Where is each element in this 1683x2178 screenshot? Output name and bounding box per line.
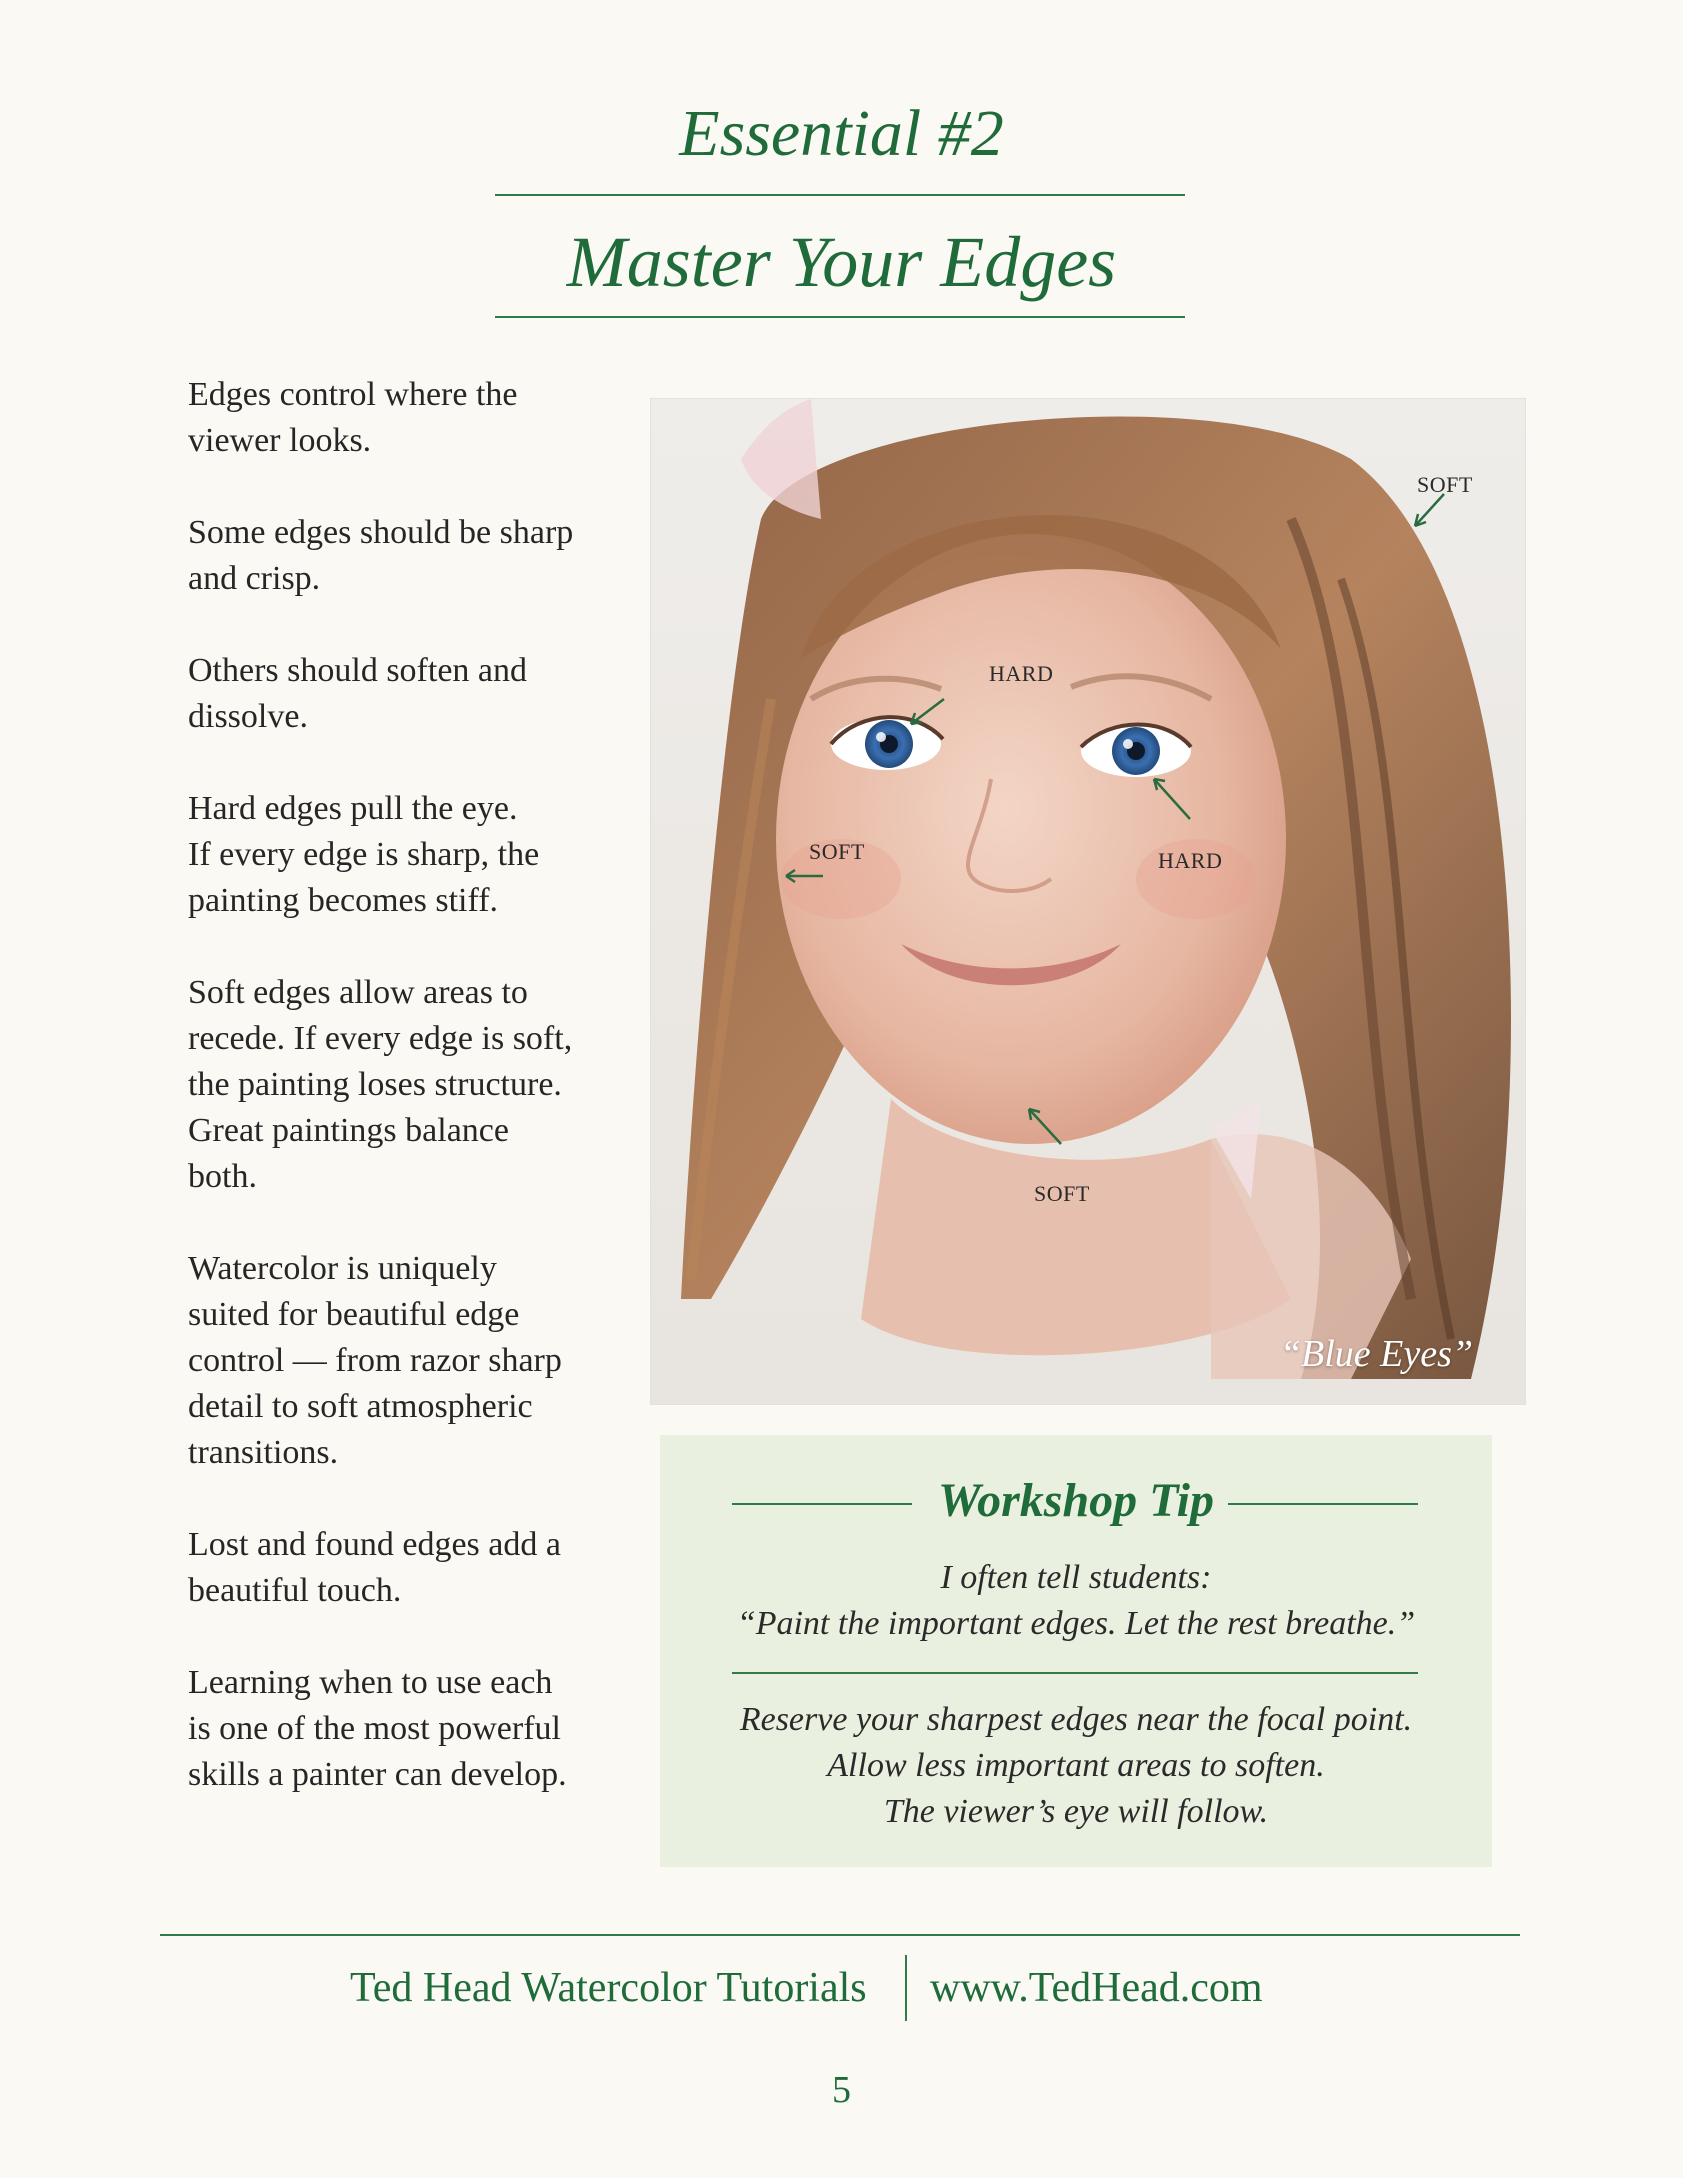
paragraph: Edges control where the viewer looks. [188, 376, 518, 459]
paragraph: Some edges should be sharp and crisp. [188, 514, 574, 597]
tip-quote-line: I often tell students: [940, 1559, 1212, 1596]
annotation-hard-eye-right: HARD [1158, 848, 1223, 873]
header-rule-bottom [495, 316, 1185, 318]
tip-divider [732, 1672, 1418, 1674]
workshop-tip-heading: Workshop Tip [937, 1474, 1215, 1527]
body-text [188, 372, 618, 1844]
annotation-soft-cheek: SOFT [809, 839, 865, 864]
paragraph: Soft edges allow areas to recede. If every edge is soft, the painting loses structure. Great paintings balance both. [188, 974, 573, 1195]
footer-url-link[interactable]: www.TedHead.com [930, 1965, 1263, 2011]
footer-separator [905, 1955, 907, 2021]
footer-rule [160, 1934, 1520, 1936]
annotation-soft-chin: SOFT [1034, 1181, 1090, 1206]
page-title: Master Your Edges [566, 222, 1117, 302]
tip-advice-line: Allow less important areas to soften. [827, 1747, 1325, 1784]
paragraph: Hard edges pull the eye. If every edge is sharp, the painting becomes stiff. [188, 790, 540, 919]
paragraph: Lost and found edges add a beautiful touch. [188, 1526, 561, 1609]
tip-advice-line: The viewer’s eye will follow. [883, 1793, 1269, 1830]
paragraph: Learning when to use each is one of the most powerful skills a painter can develop. [188, 1664, 567, 1793]
workshop-tip-box [660, 1435, 1492, 1867]
annotation-hard-eye-left: HARD [989, 661, 1054, 686]
portrait-illustration [651, 399, 1525, 1404]
tip-quote-line: “Paint the important edges. Let the rest breathe.” [736, 1605, 1416, 1642]
tip-advice-line: Reserve your sharpest edges near the focal point. [739, 1701, 1413, 1738]
paragraph: Watercolor is uniquely suited for beautiful edge control — from razor sharp detail to soft atmospheric transitions. [188, 1250, 562, 1471]
header-rule-top [495, 194, 1185, 196]
paragraph: Others should soften and dissolve. [188, 652, 528, 735]
essential-kicker: Essential #2 [679, 97, 1004, 170]
painting-caption: “Blue Eyes” [1279, 1333, 1473, 1375]
annotation-soft-hair: SOFT [1417, 472, 1473, 497]
page-number: 5 [832, 2069, 851, 2111]
footer-brand: Ted Head Watercolor Tutorials [350, 1965, 867, 2011]
tip-rule-right [1228, 1503, 1418, 1505]
portrait-painting [650, 398, 1526, 1405]
